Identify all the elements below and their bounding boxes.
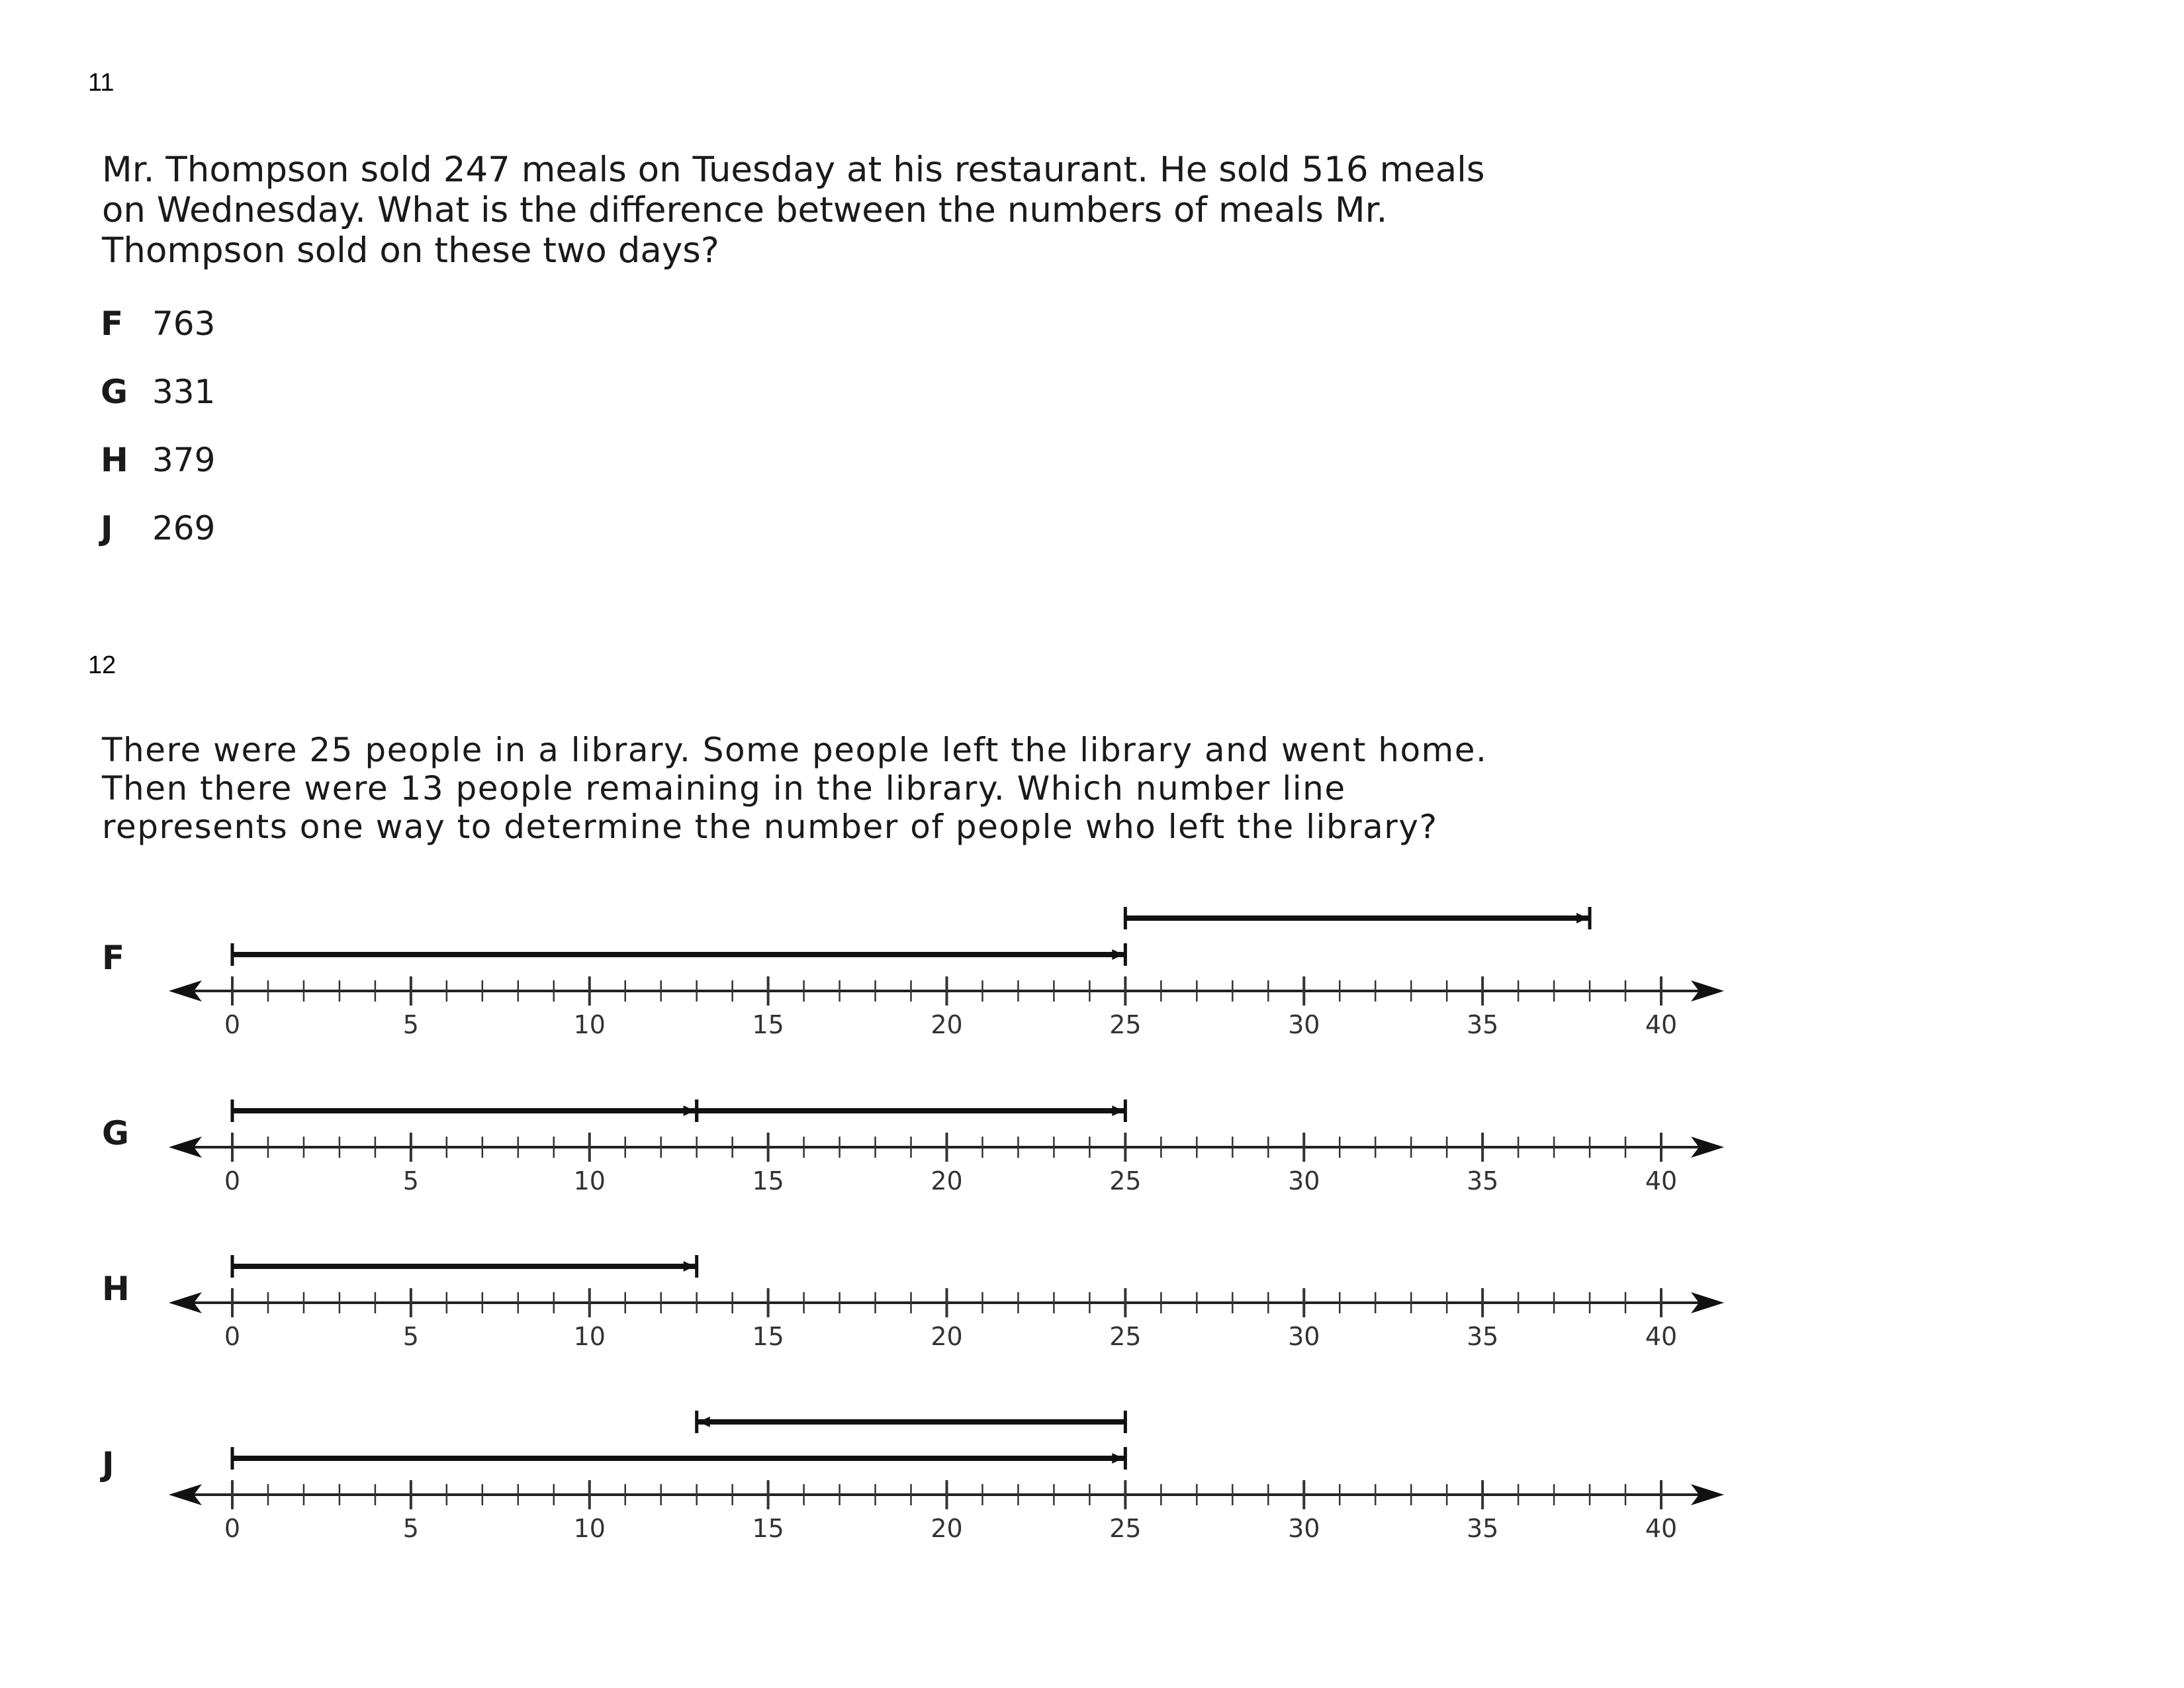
tick-label: 0 <box>224 1166 241 1196</box>
tick-label: 20 <box>931 1322 963 1351</box>
tick-label: 30 <box>1288 1010 1320 1039</box>
tick-label: 5 <box>402 1166 419 1196</box>
choice-text: 379 <box>152 441 216 479</box>
question-12-stem-line-3: represents one way to determine the number of people who left the library? <box>102 808 1438 846</box>
tick-label: 30 <box>1288 1322 1320 1351</box>
tick-label: 0 <box>224 1514 241 1543</box>
tick-label: 25 <box>1109 1010 1142 1039</box>
jump-arrowhead <box>684 1105 695 1116</box>
question-12-stem-line-2: Then there were 13 people remaining in the library. Which number line <box>102 769 1346 808</box>
choice-letter: J <box>101 509 113 547</box>
jump-arrowhead <box>699 1417 710 1427</box>
jump-arrowhead <box>1112 1453 1123 1464</box>
tick-label: 25 <box>1109 1514 1142 1543</box>
tick-label: 15 <box>752 1166 784 1196</box>
jump-arrowhead <box>1576 913 1588 923</box>
tick-label: 10 <box>573 1010 606 1039</box>
tick-label: 0 <box>224 1010 241 1039</box>
question-11-stem-line-1: Mr. Thompson sold 247 meals on Tuesday at his restaurant. He sold 516 meals <box>102 150 1485 190</box>
question-12-stem-line-1: There were 25 people in a library. Some people left the library and went home. <box>102 731 1488 769</box>
choice-text: 331 <box>152 373 216 411</box>
choice-letter: G <box>101 373 128 411</box>
tick-label: 35 <box>1466 1322 1499 1351</box>
tick-label: 10 <box>573 1514 606 1543</box>
tick-label: 15 <box>752 1514 784 1543</box>
tick-label: 15 <box>752 1322 784 1351</box>
choice-letter: H <box>101 441 128 479</box>
choice-letter: F <box>101 305 124 343</box>
tick-label: 10 <box>573 1322 606 1351</box>
number-line-option-h-letter[interactable]: H <box>102 1270 130 1308</box>
tick-label: 40 <box>1645 1010 1678 1039</box>
tick-label: 30 <box>1288 1166 1320 1196</box>
tick-label: 0 <box>224 1322 241 1351</box>
tick-label: 5 <box>402 1514 419 1543</box>
question-number-11: 11 <box>88 69 114 97</box>
number-line-option-f-letter[interactable]: F <box>102 939 125 977</box>
tick-label: 20 <box>931 1166 963 1196</box>
tick-label: 40 <box>1645 1322 1678 1351</box>
number-line-option-j-letter[interactable]: J <box>102 1445 114 1483</box>
jump-arrowhead <box>1112 1105 1123 1116</box>
number-line-option-g-letter[interactable]: G <box>102 1114 130 1152</box>
tick-label: 30 <box>1288 1514 1320 1543</box>
tick-label: 40 <box>1645 1514 1678 1543</box>
choice-text: 763 <box>152 305 216 343</box>
tick-label: 20 <box>931 1514 963 1543</box>
tick-label: 10 <box>573 1166 606 1196</box>
jump-arrowhead <box>684 1261 695 1272</box>
question-11-stem-line-2: on Wednesday. What is the difference between the numbers of meals Mr. <box>102 190 1388 230</box>
tick-label: 35 <box>1466 1514 1499 1543</box>
jump-arrowhead <box>1112 949 1123 960</box>
tick-label: 5 <box>402 1010 419 1039</box>
tick-label: 25 <box>1109 1322 1142 1351</box>
question-number-12: 12 <box>88 651 116 679</box>
question-11-stem-line-3: Thompson sold on these two days? <box>102 230 719 271</box>
tick-label: 40 <box>1645 1166 1678 1196</box>
tick-label: 5 <box>402 1322 419 1351</box>
tick-label: 15 <box>752 1010 784 1039</box>
tick-label: 35 <box>1466 1010 1499 1039</box>
tick-label: 20 <box>931 1010 963 1039</box>
choice-text: 269 <box>152 509 216 547</box>
tick-label: 25 <box>1109 1166 1142 1196</box>
tick-label: 35 <box>1466 1166 1499 1196</box>
